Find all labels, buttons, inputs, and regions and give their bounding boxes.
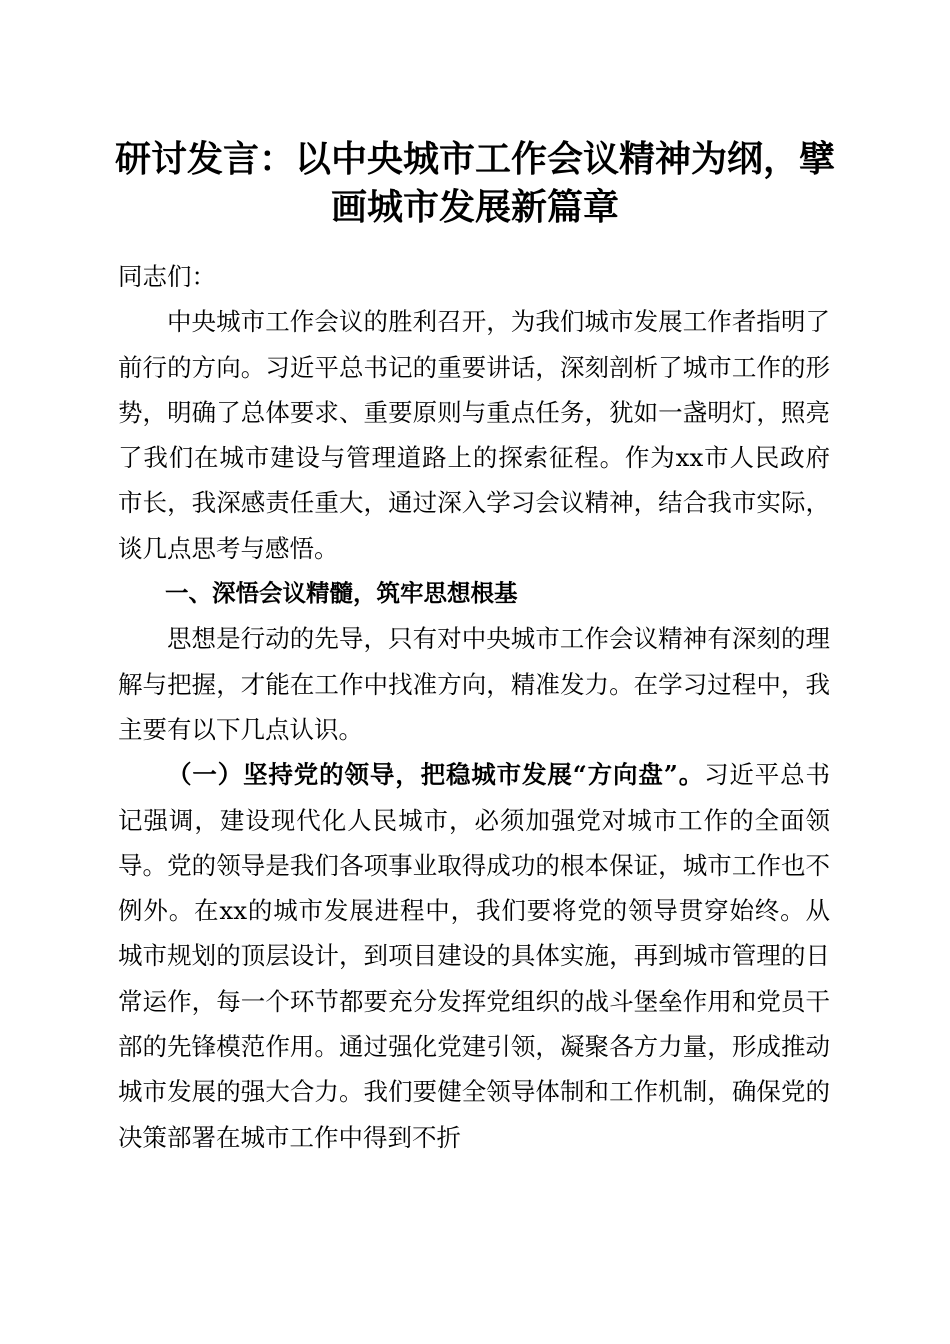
section-heading-1: 一、深悟会议精髓，筑牢思想根基 [165, 579, 518, 608]
intro-paragraph: 中央城市工作会议的胜利召开，为我们城市发展工作者指明了前行的方向。习近平总书记的重要讲话，深刻剖析了城市工作的形势，明确了总体要求、重要原则与重点任务，犹如一盏明灯，照亮了我们在城市建设与管理道路上的探索征程。作为xx市人民政府市长，我深感责任重大，通过深入学习会议精神，结合我市实际，谈几点思考与感悟。 [118, 307, 830, 563]
subsection-heading-1: （一）坚持党的领导，把稳城市发展“方向盘”。 [167, 760, 705, 790]
document-body [118, 254, 830, 1160]
section-1-paragraph: 思想是行动的先导，只有对中央城市工作会议精神有深刻的理解与把握，才能在工作中找准方向，精准发力。在学习过程中，我主要有以下几点认识。 [118, 624, 830, 744]
subsection-1-paragraph [118, 752, 830, 1160]
document-title [100, 135, 850, 231]
title-line-2: 画城市发展新篇章 [330, 186, 619, 228]
title-line-1: 研讨发言：以中央城市工作会议精神为纲，擘 [114, 138, 835, 180]
subsection-1-text: 习近平总书记强调，建设现代化人民城市，必须加强党对城市工作的全面领导。党的领导是我们各项事业取得成功的根本保证，城市工作也不例外。在xx的城市发展进程中，我们要将党的领导贯穿始终。从城市规划的顶层设计，到项目建设的具体实施，再到城市管理的日常运作，每一个环节都要充分发挥党组织的战斗堡垒作用和党员干部的先锋模范作用。通过强化党建引领，凝聚各方力量，形成推动城市发展的强大合力。我们要健全领导体制和工作机制，确保党的决策部署在城市工作中得到不折 [118, 760, 830, 1152]
salutation: 同志们： [118, 262, 216, 291]
